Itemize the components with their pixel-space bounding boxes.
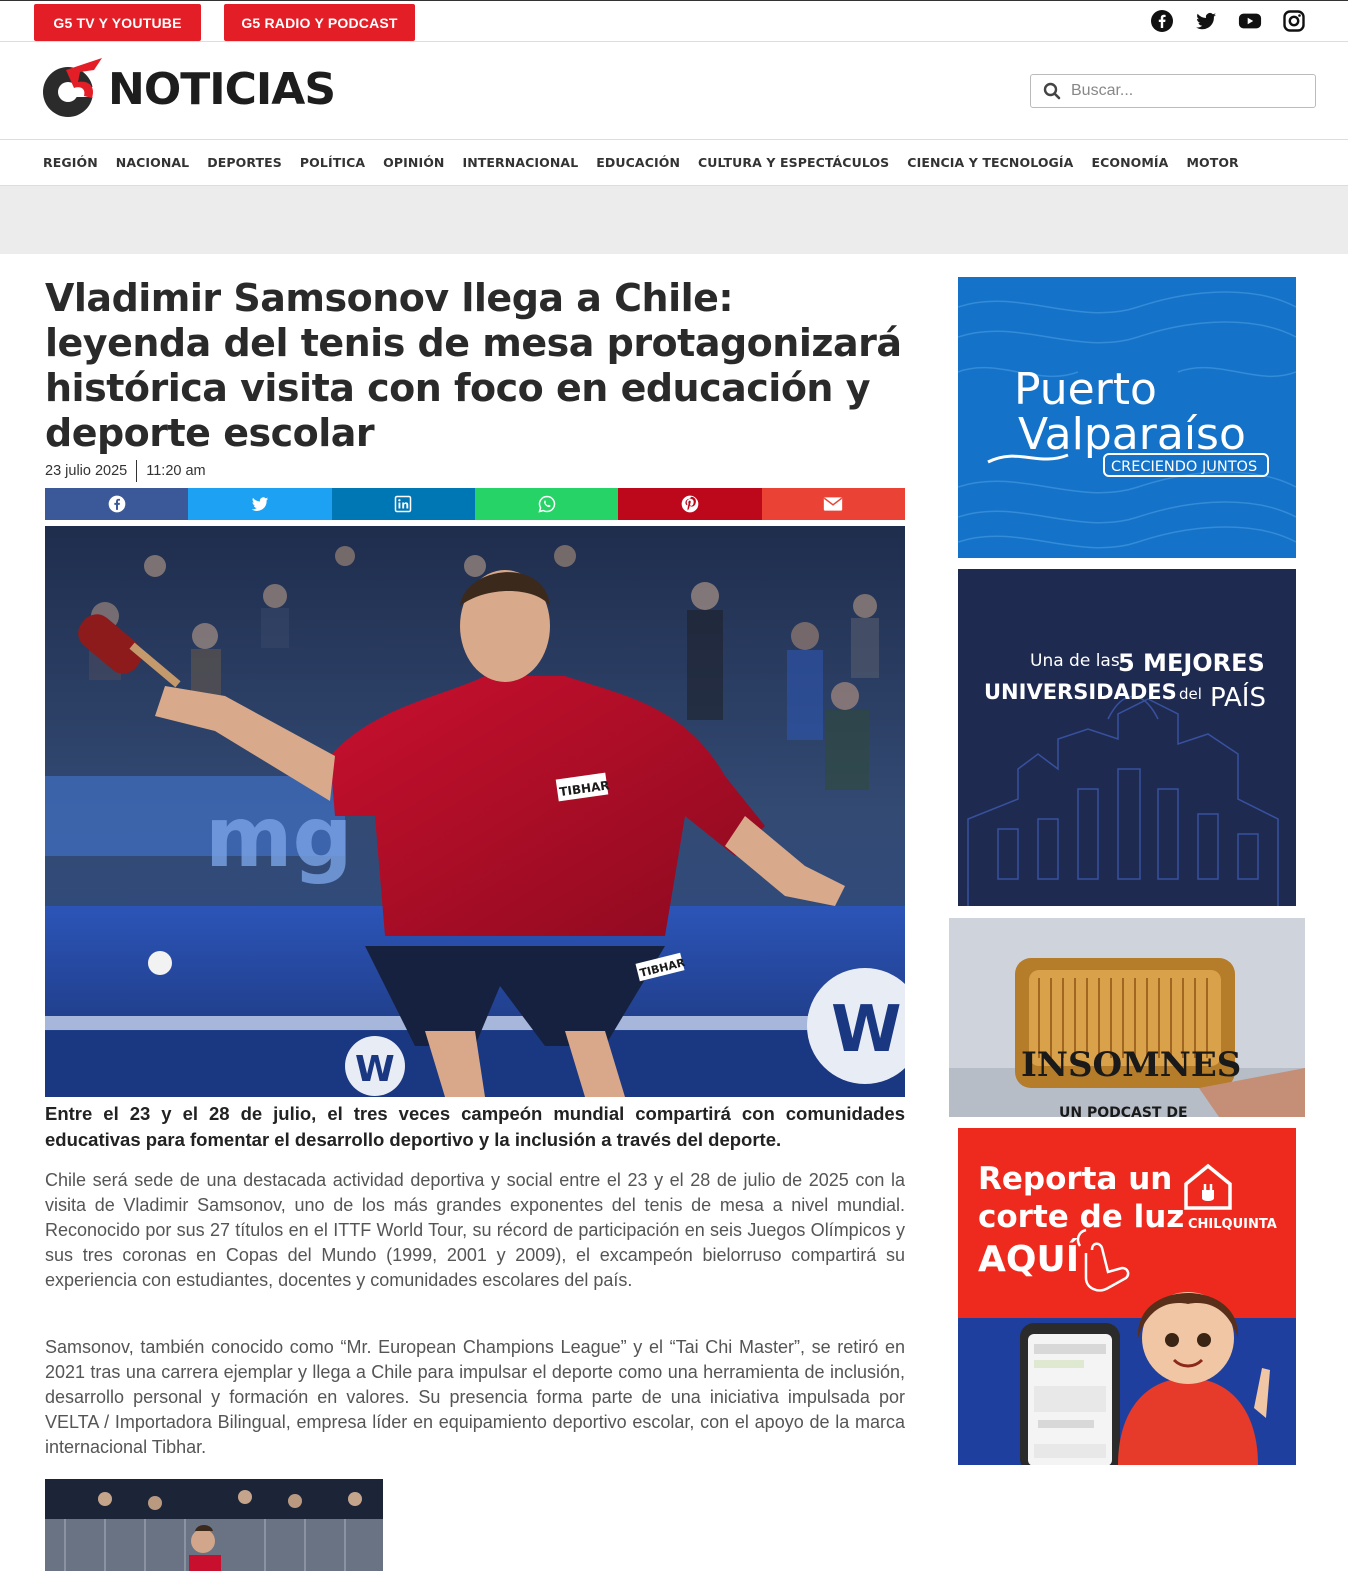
ad1-line1: Puerto <box>1014 364 1157 415</box>
article-date: 23 julio 2025 <box>45 463 128 479</box>
top-bar <box>0 0 1348 42</box>
ad2-del: del <box>1179 685 1202 703</box>
article-paragraph-1: Chile será sede de una destacada actividad deportiva y social entre el 23 y el 28 de julio de 2025 con la visita de Vladimir Samsonov, uno de los más grandes exponentes del tenis de mesa a nivel mundial. Reconocido por sus 27 títulos en el ITTF World Tour, su récord de participación en seis Juegos Olímpicos y sus tres coronas en Copas del Mundo (1999, 2001 y 2009), el excampeón bielorruso compartirá su experiencia con estudiantes, docentes y comunidades escolares del país. <box>45 1170 905 1290</box>
pinterest-icon <box>680 494 700 514</box>
ad4-line2: corte de luz <box>978 1199 1185 1235</box>
search-input[interactable] <box>1071 82 1291 100</box>
share-twitter-button[interactable] <box>188 488 331 520</box>
nav-item-economia[interactable]: ECONOMÍA <box>1091 155 1169 170</box>
ad-universidad[interactable] <box>958 569 1296 906</box>
nav-item-cultura[interactable]: CULTURA Y ESPECTÁCULOS <box>698 155 890 170</box>
article-title: Vladimir Samsonov llega a Chile: leyenda del tenis de mesa protagonizará histórica visita con foco en educación y deporte escolar <box>45 276 902 455</box>
facebook-icon <box>107 494 127 514</box>
g5-tv-button[interactable]: G5 TV Y YOUTUBE <box>34 4 201 41</box>
ad2-pre: Una de las <box>1030 651 1120 671</box>
nav-item-motor[interactable]: MOTOR <box>1186 155 1239 170</box>
hero-banner-text: mg <box>205 788 353 886</box>
shorts-logo-text: TIBHAR <box>638 956 687 980</box>
ad3-title: INSOMNES <box>1021 1045 1242 1085</box>
ad-puerto-valparaiso[interactable] <box>958 277 1296 558</box>
article-lead: Entre el 23 y el 28 de julio, el tres veces campeón mundial compartirá con comunidades educativas para fomentar el desarrollo deportivo y la inclusión a través del deporte. <box>45 1103 905 1150</box>
whatsapp-icon <box>537 494 557 514</box>
ad4-line1: Reporta un <box>978 1161 1173 1197</box>
shirt-logo-text: TIBHAR <box>558 778 611 800</box>
g5-logo-icon <box>40 56 102 122</box>
share-linkedin-button[interactable] <box>332 488 475 520</box>
ad-band <box>0 186 1348 254</box>
email-icon <box>823 496 843 512</box>
ad2-uni: UNIVERSIDADES <box>984 680 1177 704</box>
article-secondary-image <box>45 1479 383 1571</box>
svg-text:W: W <box>355 1049 395 1090</box>
ad1-tagline: CRECIENDO JUNTOS <box>1111 459 1258 475</box>
main-nav <box>0 140 1348 186</box>
search-box[interactable] <box>1030 74 1316 108</box>
instagram-icon[interactable] <box>1282 9 1306 33</box>
ad2-num: 5 MEJORES <box>1118 649 1265 677</box>
search-icon <box>1043 82 1061 100</box>
twitter-icon <box>250 494 270 514</box>
ad-insomnes-podcast[interactable] <box>949 918 1305 1117</box>
article-paragraph-2: Samsonov, también conocido como “Mr. European Champions League” y el “Tai Chi Master”, se retiró en 2021 tras una carrera ejemplar y llega a Chile para impulsar el deporte como una herramienta de inclusión, desarrollo personal y formación en valores. Su presencia forma parte de una iniciativa impulsada por VELTA / Importadora Bilingual, empresa líder en equipamiento deportivo escolar, con el apoyo de la marca internacional Tibhar. <box>45 1337 905 1457</box>
facebook-icon[interactable] <box>1150 9 1174 33</box>
twitter-icon[interactable] <box>1194 9 1218 33</box>
article-time: 11:20 am <box>146 463 206 479</box>
g5-radio-button[interactable]: G5 RADIO Y PODCAST <box>224 4 415 41</box>
ad3-sub: UN PODCAST DE <box>1059 1105 1188 1117</box>
site-logo[interactable] <box>40 56 335 122</box>
nav-item-nacional[interactable]: NACIONAL <box>115 155 190 170</box>
svg-text:W: W <box>831 993 902 1067</box>
share-email-button[interactable] <box>762 488 905 520</box>
nav-item-internacional[interactable]: INTERNACIONAL <box>462 155 579 170</box>
nav-item-ciencia[interactable]: CIENCIA Y TECNOLOGÍA <box>907 155 1074 170</box>
nav-item-opinion[interactable]: OPINIÓN <box>383 155 445 170</box>
social-links <box>1150 9 1306 33</box>
nav-item-educacion[interactable]: EDUCACIÓN <box>596 155 681 170</box>
ad4-brand: CHILQUINTA <box>1188 1217 1277 1232</box>
site-header <box>0 42 1348 140</box>
ad-chilquinta[interactable] <box>958 1128 1296 1465</box>
share-bar <box>45 488 905 520</box>
youtube-icon[interactable] <box>1238 9 1262 33</box>
nav-item-region[interactable]: REGIÓN <box>43 155 98 170</box>
share-whatsapp-button[interactable] <box>475 488 618 520</box>
article-hero-image <box>45 526 905 1097</box>
meta-divider <box>136 460 137 482</box>
article-meta <box>45 460 206 482</box>
ad4-line3: AQUÍ <box>978 1239 1080 1280</box>
nav-item-politica[interactable]: POLÍTICA <box>299 155 366 170</box>
linkedin-icon <box>394 495 412 513</box>
ad1-line2: Valparaíso <box>1018 409 1246 460</box>
nav-item-deportes[interactable]: DEPORTES <box>207 155 282 170</box>
share-facebook-button[interactable] <box>45 488 188 520</box>
share-pinterest-button[interactable] <box>618 488 761 520</box>
ad2-pais: PAÍS <box>1210 683 1266 713</box>
logo-text: NOTICIAS <box>108 63 336 115</box>
